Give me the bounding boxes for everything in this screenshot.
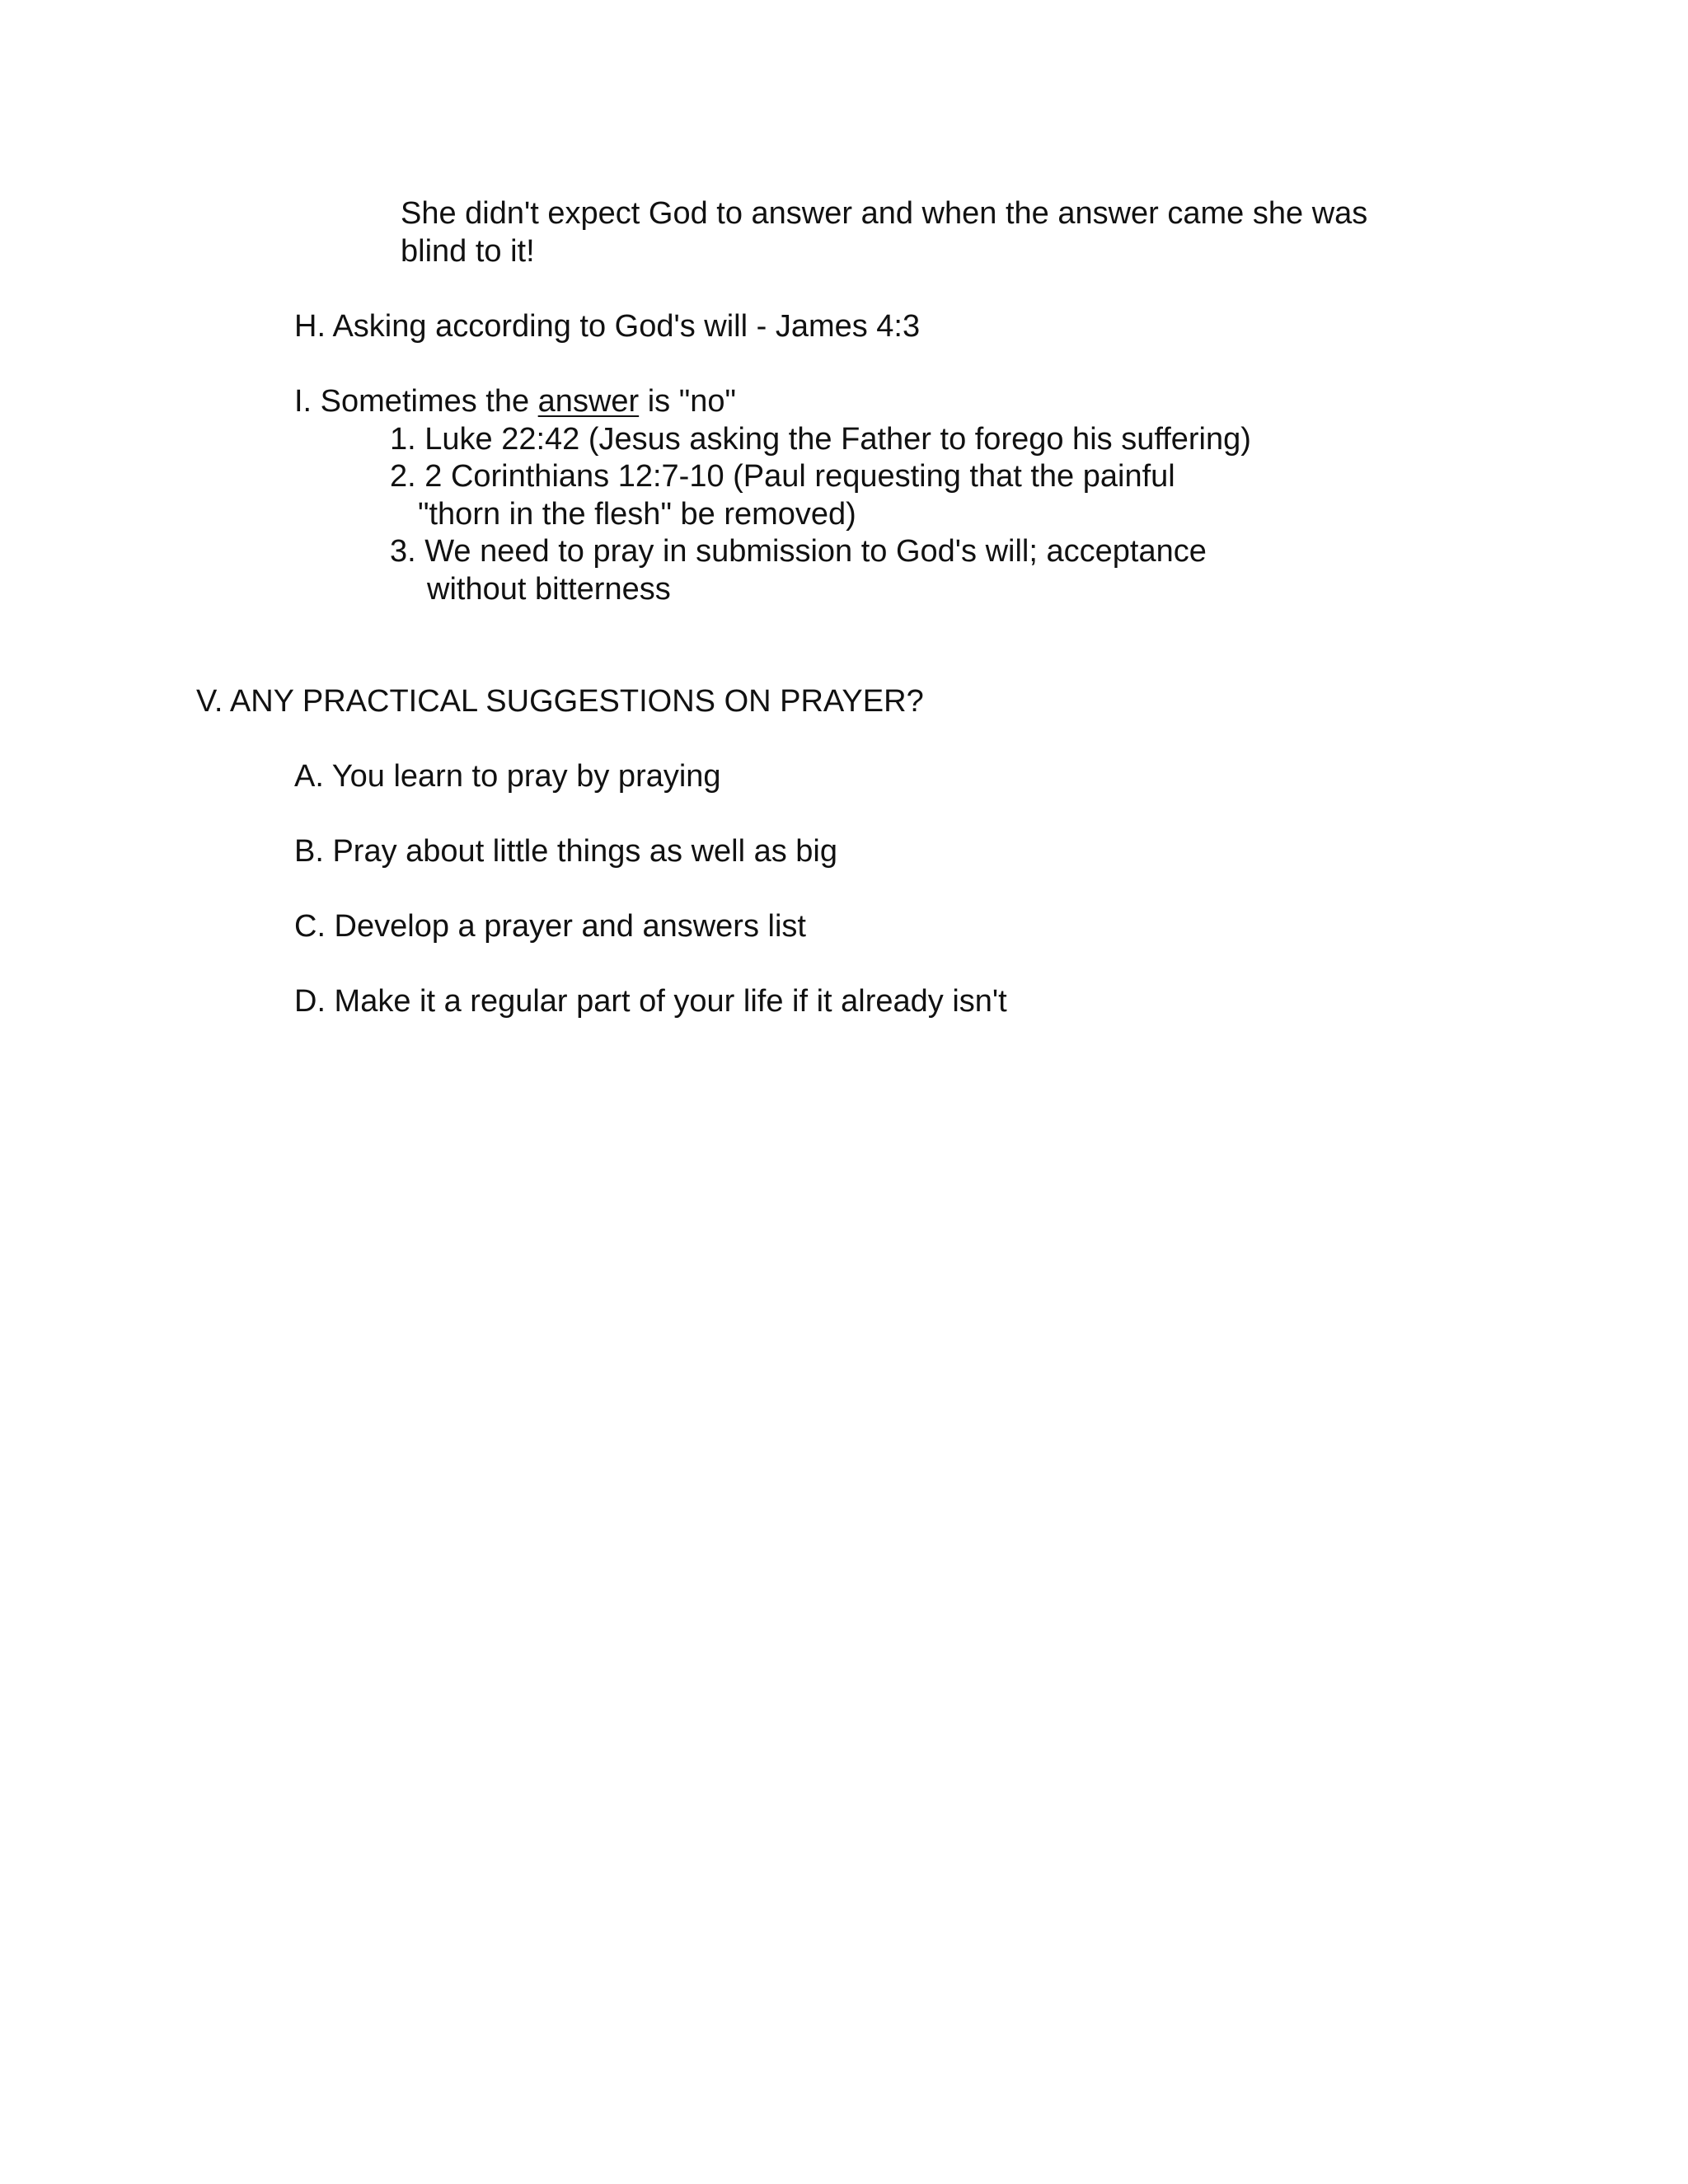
continuation-line-2: blind to it! xyxy=(401,234,535,269)
outline-item-h: H. Asking according to God's will - James 4:3 xyxy=(294,309,921,344)
subitem-2-line-2: "thorn in the flesh" be removed) xyxy=(418,497,856,532)
subitem-2-line-1: 2. 2 Corinthians 12:7-10 (Paul requesting that the painful xyxy=(390,459,1175,494)
item-i-underlined-word: answer xyxy=(537,384,640,419)
item-i-prefix: I. Sometimes the xyxy=(294,384,538,419)
continuation-line-1: She didn't expect God to answer and when the answer came she was xyxy=(401,196,1368,231)
section-v-item-d: D. Make it a regular part of your life if it already isn't xyxy=(294,984,1007,1019)
subitem-3-line-1: 3. We need to pray in submission to God's will; acceptance xyxy=(390,534,1207,569)
section-v-item-b: B. Pray about little things as well as big xyxy=(294,834,838,869)
subitem-1: 1. Luke 22:42 (Jesus asking the Father to forego his suffering) xyxy=(390,422,1251,457)
section-v-heading: V. ANY PRACTICAL SUGGESTIONS ON PRAYER? xyxy=(196,684,924,719)
item-i-suffix: is "no" xyxy=(639,384,736,419)
section-v-item-a: A. You learn to pray by praying xyxy=(294,759,721,794)
subitem-3-line-2: without bitterness xyxy=(427,572,671,607)
section-v-item-c: C. Develop a prayer and answers list xyxy=(294,909,806,944)
outline-item-i xyxy=(294,382,736,420)
